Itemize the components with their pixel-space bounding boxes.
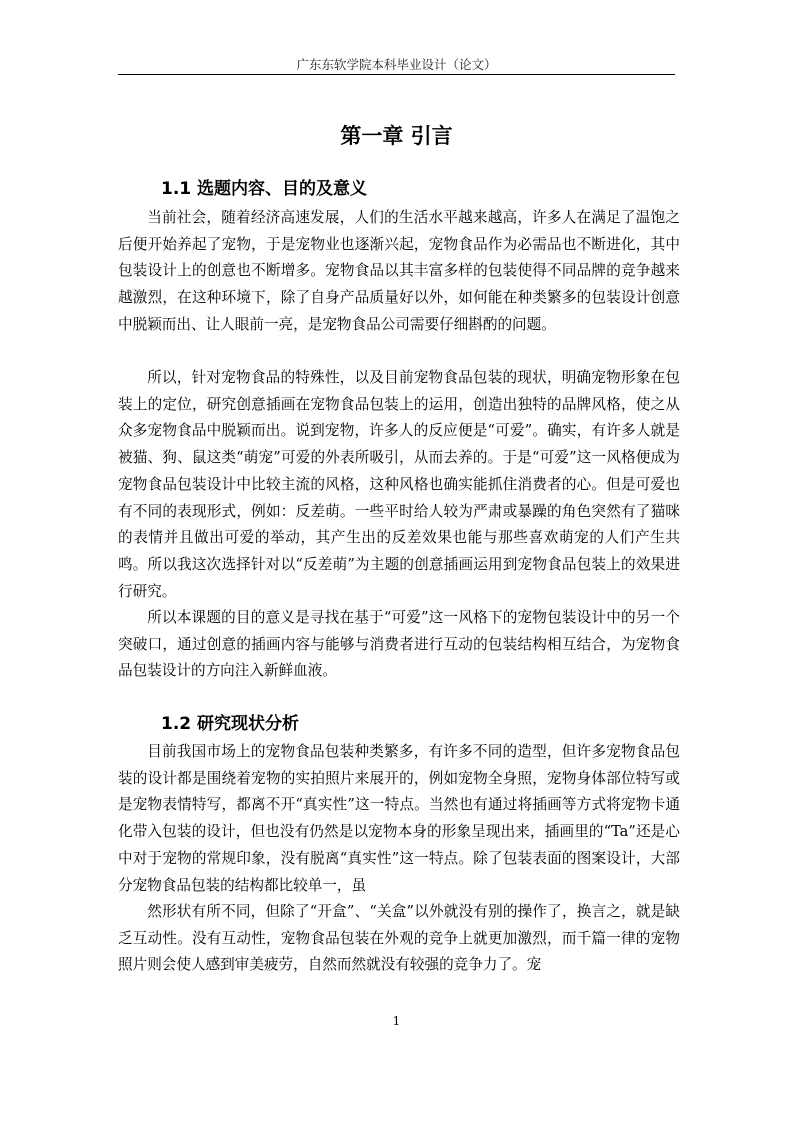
paragraph-1-1-b: 所以，针对宠物食品的特殊性，以及目前宠物食品包装的现状，明确宠物形象在包装上的定位，研究创意插画在宠物食品包装上的运用，创造出独特的品牌风格，使之从众多宠物食品中脱颖而出。说到宠物，许多人的反应便是“可爱”。确实，有许多人就是被猫、狗、鼠这类“萌宠”可爱的外表所吸引，从而去养的。于是“可爱”这一风格便成为宠物食品包装设计中比较主流的风格，这种风格也确实能抓住消费者的心。但是可爱也有不同的表现形式，例如：反差萌。一些平时给人较为严肃或暴躁的角色突然有了猫咪的表情并且做出可爱的举动，其产生出的反差效果也能与那些喜欢萌宠的人们产生共鸣。所以我这次选择针对以“反差萌”为主题的创意插画运用到宠物食品包装上的效果进行研究。 [118, 369, 680, 600]
chapter-title: 第一章 引言 [340, 124, 453, 148]
section-title-1-2: 1.2 研究现状分析 [161, 714, 300, 734]
running-header: 广东东软学院本科毕业设计（论文） [296, 57, 497, 72]
paragraph-1-2-a: 目前我国市场上的宠物食品包装种类繁多，有许多不同的造型，但许多宠物食品包装的设计都是围绕着宠物的实拍照片来展开的，例如宠物全身照，宠物身体部位特写或是宠物表情特写，都离不开“真实性”这一特点。当然也有通过将插画等方式将宠物卡通化带入包装的设计，但也没有仍然是以宠物本身的形象呈现出来，插画里的“Ta”还是心中对于宠物的常规印象，没有脱离“真实性”这一特点。除了包装表面的图案设计，大部分宠物食品包装的结构都比较单一，虽 [118, 743, 680, 894]
paragraph-1-2-b: 然形状有所不同，但除了“开盒”、“关盒”以外就没有别的操作了，换言之，就是缺乏互动性。没有互动性，宠物食品包装在外观的竞争上就更加激烈，而千篇一律的宠物照片则会使人感到审美疲劳，自然而然就没有较强的竞争力了。宠 [118, 903, 680, 974]
header-rule [118, 74, 675, 75]
page-number: 1 [392, 1014, 401, 1028]
section-title-1-1: 1.1 选题内容、目的及意义 [161, 179, 368, 199]
paragraph-1-1-c: 所以本课题的目的意义是寻找在基于“可爱”这一风格下的宠物包装设计中的另一个突破口，通过创意的插画内容与能够与消费者进行互动的包装结构相互结合，为宠物食品包装设计的方向注入新鲜血液。 [118, 609, 680, 680]
paragraph-1-1-a: 当前社会，随着经济高速发展，人们的生活水平越来越高，许多人在满足了温饱之后便开始养起了宠物，于是宠物业也逐渐兴起，宠物食品作为必需品也不断进化，其中包装设计上的创意也不断增多。宠物食品以其丰富多样的包装使得不同品牌的竞争越来越激烈，在这种环境下，除了自身产品质量好以外，如何能在种类繁多的包装设计创意中脱颖而出、让人眼前一亮，是宠物食品公司需要仔细斟酌的问题。 [118, 209, 680, 333]
